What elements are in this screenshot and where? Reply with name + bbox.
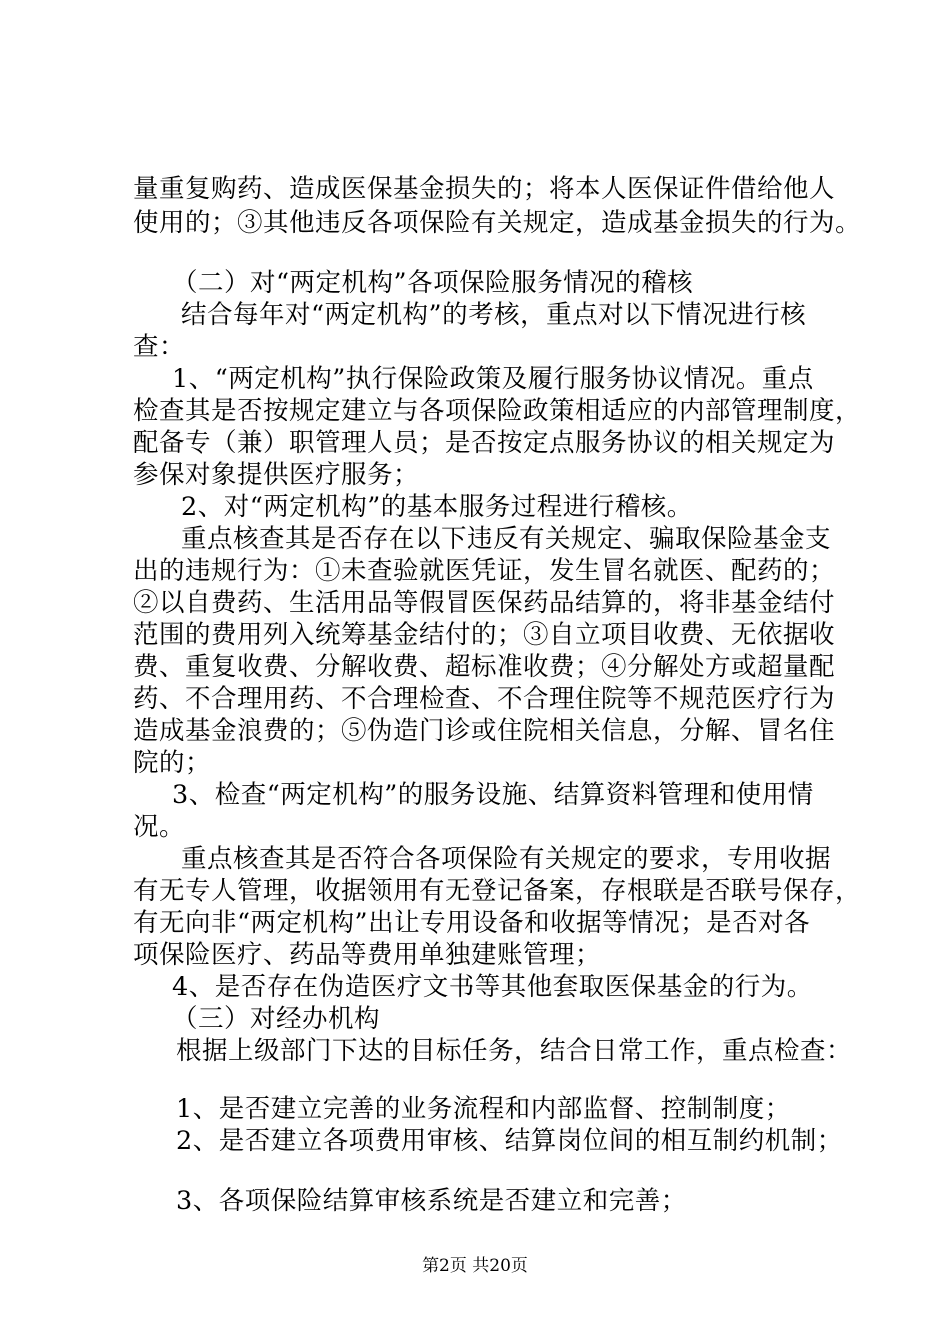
- text-line-21: 重点核查其是否符合各项保险有关规定的要求，专用收据: [181, 844, 832, 874]
- text-line-2: 使用的；③其他违反各项保险有关规定，造成基金损失的行为。: [133, 208, 862, 238]
- section-heading-3: （三）对经办机构: [172, 1004, 381, 1034]
- text-line-17: 造成基金浪费的；⑤伪造门诊或住院相关信息，分解、冒名住: [133, 716, 836, 746]
- section-heading-2: （二）对“两定机构”各项保险服务情况的稽核: [172, 268, 694, 298]
- text-line-28: 1、是否建立完善的业务流程和内部监督、控制制度；: [176, 1094, 791, 1124]
- text-line-5: 查：: [133, 332, 186, 362]
- text-line-8: 配备专（兼）职管理人员；是否按定点服务协议的相关规定为: [133, 428, 836, 458]
- page-number-footer: 第2页 共20页: [422, 1256, 528, 1276]
- text-line-9: 参保对象提供医疗服务；: [133, 460, 420, 490]
- text-line-23: 有无向非“两定机构”出让专用设备和收据等情况；是否对各: [133, 908, 811, 938]
- text-line-11: 重点核查其是否存在以下违反有关规定、骗取保险基金支: [181, 524, 832, 554]
- text-line-18: 院的；: [133, 748, 212, 778]
- text-line-16: 药、不合理用药、不合理检查、不合理住院等不规范医疗行为: [133, 684, 836, 714]
- text-line-14: 范围的费用列入统筹基金结付的；③自立项目收费、无依据收: [133, 620, 836, 650]
- text-line-4: 结合每年对“两定机构”的考核，重点对以下情况进行核: [181, 300, 807, 330]
- text-line-15: 费、重复收费、分解收费、超标准收费；④分解处方或超量配: [133, 652, 836, 682]
- text-line-27: 根据上级部门下达的目标任务，结合日常工作，重点检查：: [176, 1036, 853, 1066]
- text-line-19: 3、检查“两定机构”的服务设施、结算资料管理和使用情: [172, 780, 814, 810]
- text-line-10: 2、对“两定机构”的基本服务过程进行稽核。: [181, 492, 693, 522]
- text-line-22: 有无专人管理，收据领用有无登记备案，存根联是否联号保存，: [133, 876, 862, 906]
- text-line-6: 1、“两定机构”执行保险政策及履行服务协议情况。重点: [172, 364, 814, 394]
- text-line-29: 2、是否建立各项费用审核、结算岗位间的相互制约机制；: [176, 1126, 843, 1156]
- text-line-24: 项保险医疗、药品等费用单独建账管理；: [133, 940, 602, 970]
- text-line-12: 出的违规行为：①未查验就医凭证，发生冒名就医、配药的；: [133, 556, 836, 586]
- text-line-20: 况。: [133, 812, 186, 842]
- text-line-1: 量重复购药、造成医保基金损失的；将本人医保证件借给他人: [133, 174, 836, 204]
- text-line-7: 检查其是否按规定建立与各项保险政策相适应的内部管理制度，: [133, 396, 862, 426]
- text-line-13: ②以自费药、生活用品等假冒医保药品结算的，将非基金结付: [133, 588, 836, 618]
- text-line-30: 3、各项保险结算审核系统是否建立和完善；: [176, 1186, 687, 1216]
- text-line-25: 4、是否存在伪造医疗文书等其他套取医保基金的行为。: [172, 972, 813, 1002]
